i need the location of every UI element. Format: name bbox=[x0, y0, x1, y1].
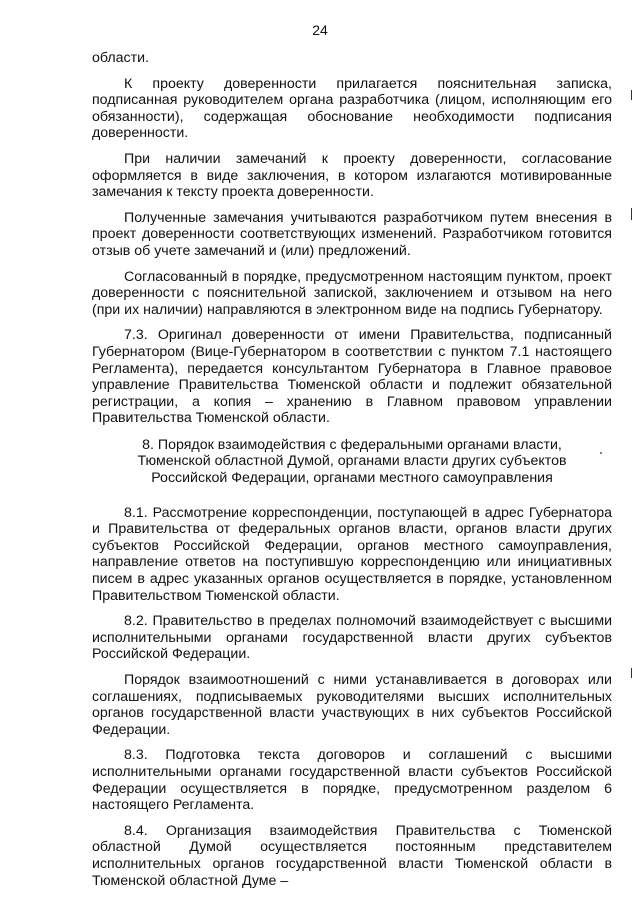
page-number: 24 bbox=[312, 22, 328, 38]
paragraph-8-2: 8.2. Правительство в пределах полномочий взаимодействует с высшими исполнительными органами государственной власти других субъектов Российской Федерации. bbox=[92, 613, 612, 663]
paragraph-8-2-relations: Порядок взаимоотношений с ними устанавливается в договорах или соглашениях, подписываемых руководителями высших исполнительных органов государственной власти участвующих в них субъектов Российской Федерации. bbox=[92, 672, 612, 738]
document-body bbox=[92, 50, 612, 898]
paragraph-8-1: 8.1. Рассмотрение корреспонденции, поступающей в адрес Губернатора и Правительства от федеральных органов власти, органов власти других субъектов Российской Федерации, органов местного самоуправления, направление ответов на поступившую корреспонденцию или инициативных писем в адрес указанных органов осуществляется в порядке, установленном Правительством Тюменской области. bbox=[92, 504, 612, 604]
paragraph-8-4: 8.4. Организация взаимодействия Правительства с Тюменской областной Думой осуществляется постоянным представителем исполнительных органов государственной власти Тюменской области в Тюменской областной Думе – bbox=[92, 822, 612, 889]
section-8-title: 8. Порядок взаимодействия с федеральными органами власти, Тюменской областной Думой, органами власти других субъектов Российской Федерации, органами местного самоуправления bbox=[137, 436, 567, 487]
paragraph-agreed-draft: Согласованный в порядке, предусмотренном настоящим пунктом, проект доверенности с пояснительной запиской, заключением и отзывом на него (при их наличии) направляются в электронном виде на подпись Губернатору. bbox=[92, 268, 612, 318]
paragraph-continuation: области. bbox=[92, 50, 150, 66]
paragraph-remarks: При наличии замечаний к проекту доверенности, согласование оформляется в виде заключения, в котором излагаются мотивированные замечания к тексту проекта доверенности. bbox=[92, 150, 612, 201]
paragraph-7-3: 7.3. Оригинал доверенности от имени Правительства, подписанный Губернатором (Вице-Губернатором в соответствии с пунктом 7.1 настоящего Регламента), передается консультантом Губернатора в Главное правовое управление Правительства Тюменской области и подлежит обязательной регистрации, а копия – хранению в Главном правовом управлении Правительства Тюменской области. bbox=[92, 327, 612, 427]
paragraph-remarks-accounting: Полученные замечания учитываются разработчиком путем внесения в проект доверенности соответствующих изменений. Разработчиком готовится отзыв об учете замечаний и (или) предложений. bbox=[92, 209, 612, 259]
paragraph-explanatory-note: К проекту доверенности прилагается пояснительная записка, подписанная руководителем органа разработчика (лицом, исполняющим его обязанности), содержащая обоснование необходимости подписания доверенности. bbox=[92, 75, 612, 142]
scan-dot-mark bbox=[600, 452, 602, 454]
margin-mark bbox=[631, 90, 632, 100]
margin-mark bbox=[631, 208, 632, 220]
paragraph-8-3: 8.3. Подготовка текста договоров и соглашений с высшими исполнительными органами государственной власти субъектов Российской Федерации осуществляется в порядке, предусмотренном разделом 6 настоящего Регламента. bbox=[92, 747, 612, 814]
margin-mark bbox=[631, 668, 632, 678]
